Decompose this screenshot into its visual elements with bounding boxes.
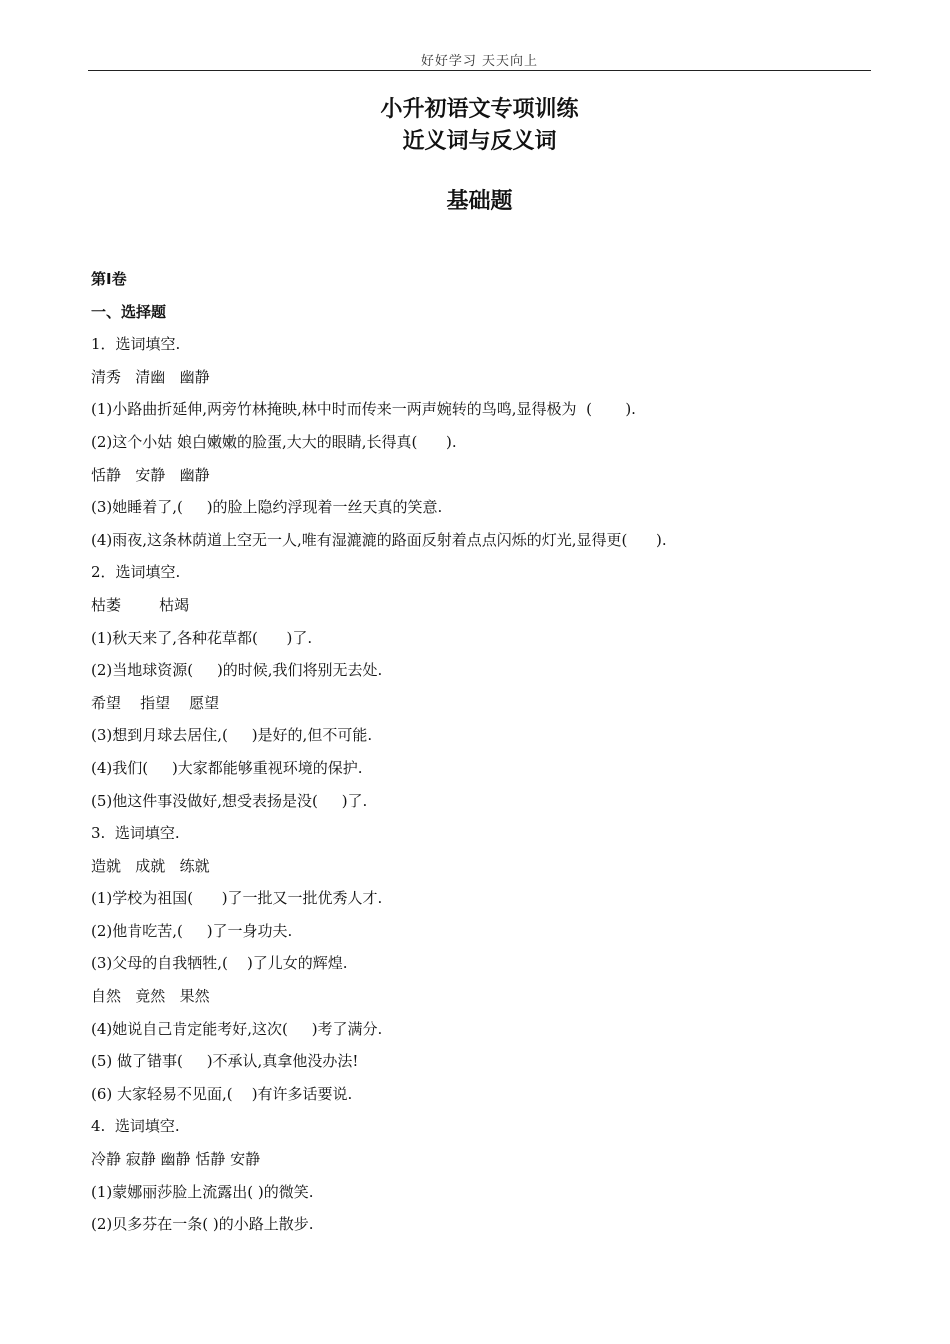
exercise-line: (3)她睡着了,( )的脸上隐约浮现着一丝天真的笑意. — [91, 498, 443, 517]
exercise-line: (2)贝多芬在一条( )的小路上散步. — [91, 1215, 314, 1234]
difficulty-heading: 基础题 — [446, 189, 513, 214]
exercise-line: (3)父母的自我牺牲,( )了儿女的辉煌. — [91, 954, 348, 973]
exercise-line: 造就 成就 练就 — [91, 856, 210, 875]
section-heading: 一、选择题 — [91, 302, 167, 321]
exercise-line: (4)她说自己肯定能考好,这次( )考了满分. — [91, 1019, 383, 1038]
exercise-line: (6) 大家轻易不见面,( )有许多话要说. — [91, 1084, 353, 1103]
exercise-line: (2)当地球资源( )的时候,我们将别无去处. — [91, 661, 383, 680]
exercise-line: 希望 指望 愿望 — [91, 693, 220, 712]
exercise-line: (4)我们( )大家都能够重视环境的保护. — [91, 758, 363, 777]
header-divider — [88, 70, 871, 71]
exercise-line: (2)这个小姑 娘白嫩嫩的脸蛋,大大的眼睛,长得真( ). — [91, 432, 457, 451]
exercise-line: (3)想到月球去居住,( )是好的,但不可能. — [91, 726, 373, 745]
exercise-body — [91, 263, 871, 1241]
document-subtitle: 近义词与反义词 — [402, 129, 557, 154]
exercise-line: (1)蒙娜丽莎脸上流露出( )的微笑. — [91, 1182, 314, 1201]
exercise-line: 4. 选词填空. — [91, 1117, 180, 1136]
exercise-line: (5) 做了错事( )不承认,真拿他没办法! — [91, 1052, 359, 1071]
exercise-line: 清秀 清幽 幽静 — [91, 367, 210, 386]
exercise-line: 3. 选词填空. — [91, 824, 180, 843]
exercise-line: (1)秋天来了,各种花草都( )了. — [91, 628, 313, 647]
exercise-line: (5)他这件事没做好,想受表扬是没( )了. — [91, 791, 368, 810]
document-title: 小升初语文专项训练 — [380, 97, 579, 122]
exercise-line: 恬静 安静 幽静 — [91, 465, 210, 484]
exercise-line: (4)雨夜,这条林荫道上空无一人,唯有湿漉漉的路面反射着点点闪烁的灯光,显得更( ). — [91, 530, 667, 549]
exercise-line: (1)小路曲折延伸,两旁竹林掩映,林中时而传来一两声婉转的鸟鸣,显得极为 ( ). — [91, 400, 636, 419]
exercise-line: (2)他肯吃苦,( )了一身功夫. — [91, 921, 293, 940]
exercise-line: (1)学校为祖国( )了一批又一批优秀人才. — [91, 889, 383, 908]
section-heading: 第Ⅰ卷 — [91, 270, 127, 288]
exercise-line: 冷静 寂静 幽静 恬静 安静 — [91, 1150, 261, 1169]
exercise-line: 枯萎 枯竭 — [91, 595, 190, 614]
exercise-line: 1．选词填空. — [91, 335, 181, 354]
exercise-line: 自然 竟然 果然 — [91, 987, 210, 1006]
exercise-line: 2．选词填空. — [91, 563, 181, 582]
page-header: 好好学习 天天向上 — [420, 54, 539, 69]
